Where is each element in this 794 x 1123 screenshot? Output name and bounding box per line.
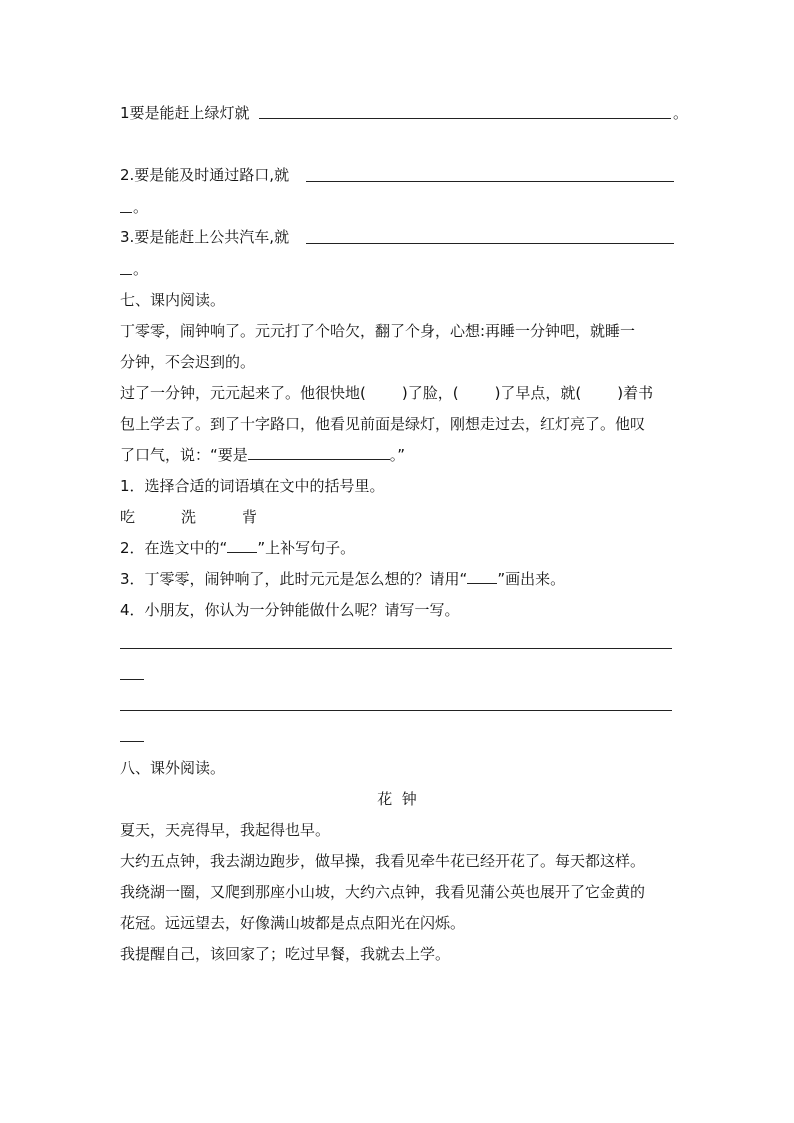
question-text: 3．丁零零，闹钟响了，此时元元是怎么想的？请用“ bbox=[120, 570, 468, 588]
question-text: ”上补写句子。 bbox=[257, 539, 356, 557]
passage-line: 我提醒自己，该回家了；吃过早餐，我就去上学。 bbox=[120, 945, 451, 963]
question-text: 1要是能赶上绿灯就 bbox=[120, 104, 250, 122]
sentence-blank[interactable] bbox=[248, 445, 390, 460]
underline-mark bbox=[227, 538, 257, 553]
writing-line-continued[interactable] bbox=[120, 679, 144, 680]
question-4: 4．小朋友，你认为一分钟能做什么呢？请写一写。 bbox=[120, 601, 460, 619]
question-2 bbox=[120, 538, 355, 558]
passage-line: 夏天，天亮得早，我起得也早。 bbox=[120, 821, 331, 839]
passage-text: )了早点，就( bbox=[494, 384, 582, 402]
question-line-1 bbox=[120, 103, 250, 123]
passage-text: )着书 bbox=[617, 384, 654, 402]
answer-blank[interactable] bbox=[306, 181, 674, 182]
writing-line[interactable] bbox=[120, 710, 672, 711]
passage-line: 丁零零，闹钟响了。元元打了个哈欠，翻了个身，心想:再睡一分钟吧，就睡一 bbox=[120, 322, 636, 340]
question-text: 3.要是能赶上公共汽车,就 bbox=[120, 228, 290, 246]
passage-text: 过了一分钟，元元起来了。他很快地( bbox=[120, 384, 366, 402]
passage-line: 大约五点钟，我去湖边跑步，做早操，我看见牵牛花已经开花了。每天都这样。 bbox=[120, 852, 646, 870]
answer-blank-continued[interactable] bbox=[120, 212, 132, 213]
passage-line bbox=[120, 445, 405, 465]
passage-title: 花 钟 bbox=[377, 790, 417, 808]
answer-blank[interactable] bbox=[306, 243, 674, 244]
answer-blank[interactable] bbox=[259, 118, 671, 119]
period: 。 bbox=[133, 198, 149, 216]
question-line-3 bbox=[120, 227, 289, 247]
question-3 bbox=[120, 569, 565, 589]
writing-line-continued[interactable] bbox=[120, 741, 144, 742]
passage-line: 包上学去了。到了十字路口，他看见前面是绿灯，刚想走过去，红灯亮了。他叹 bbox=[120, 415, 646, 433]
section-title: 八、课外阅读。 bbox=[120, 759, 226, 777]
passage-line: 分钟，不会迟到的。 bbox=[120, 353, 256, 371]
writing-line[interactable] bbox=[120, 648, 672, 649]
section-title: 七、课内阅读。 bbox=[120, 291, 226, 309]
question-text: 2.要是能及时通过路口,就 bbox=[120, 166, 290, 184]
passage-text: 。” bbox=[389, 446, 406, 464]
underline-mark bbox=[467, 569, 497, 584]
word-option: 吃 bbox=[120, 508, 136, 526]
passage-line bbox=[120, 383, 653, 403]
answer-blank-continued[interactable] bbox=[120, 274, 132, 275]
word-options bbox=[120, 507, 257, 527]
word-option: 背 bbox=[242, 508, 258, 526]
period: 。 bbox=[133, 260, 149, 278]
period: 。 bbox=[673, 104, 689, 122]
word-option: 洗 bbox=[181, 508, 197, 526]
passage-line: 我绕湖一圈，又爬到那座小山坡，大约六点钟，我看见蒲公英也展开了它金黄的 bbox=[120, 883, 646, 901]
question-text: ”画出来。 bbox=[497, 570, 566, 588]
question-1: 1．选择合适的词语填在文中的括号里。 bbox=[120, 477, 385, 495]
question-text: 2．在选文中的“ bbox=[120, 539, 228, 557]
passage-text: )了脸，( bbox=[401, 384, 459, 402]
passage-text: 了口气，说：“要是 bbox=[120, 446, 248, 464]
passage-line: 花冠。远远望去，好像满山坡都是点点阳光在闪烁。 bbox=[120, 914, 466, 932]
question-line-2 bbox=[120, 165, 289, 185]
